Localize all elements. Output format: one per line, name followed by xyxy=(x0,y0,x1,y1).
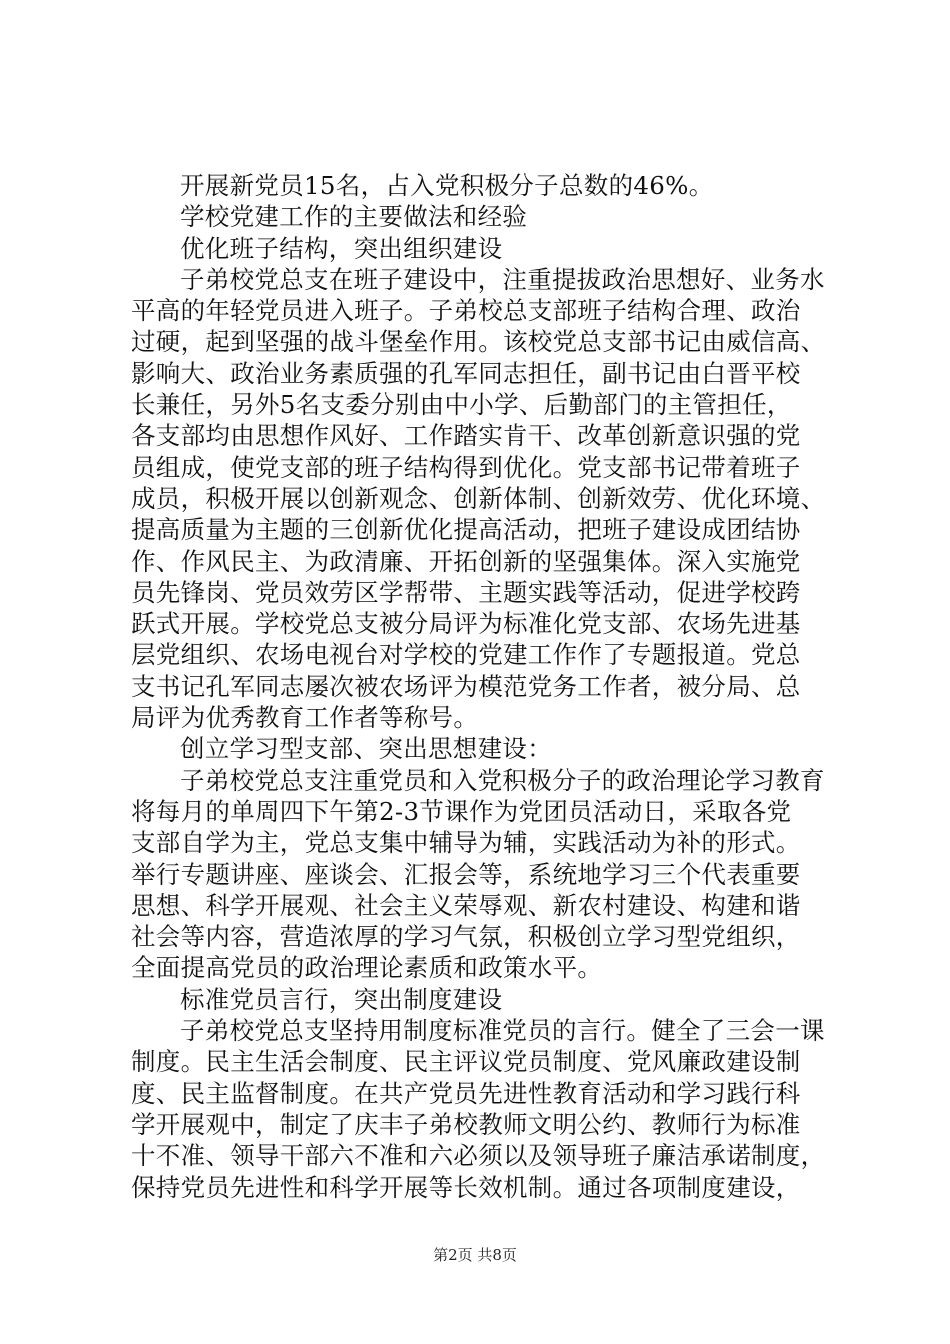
text-line: 作、作风民主、为政清廉、开拓创新的坚强集体。深入实施党 xyxy=(131,546,801,576)
text-line: 全面提高党员的政治理论素质和政策水平。 xyxy=(131,953,603,983)
text-line: 开展新党员15名，占入党积极分子总数的46%。 xyxy=(180,171,714,200)
text-line: 成员，积极开展以创新观念、创新体制、创新效劳、优化环境、 xyxy=(131,483,826,513)
body-text xyxy=(131,170,826,1203)
section-heading: 创立学习型支部、突出思想建设： xyxy=(180,734,552,764)
text-line: 提高质量为主题的三创新优化提高活动，把班子建设成团结协 xyxy=(131,515,801,545)
text-line: 员先锋岗、党员效劳区学帮带、主题实践等活动，促进学校跨 xyxy=(131,577,801,607)
text-line: 学开展观中，制定了庆丰子弟校教师文明公约、教师行为标准 xyxy=(131,1109,801,1139)
section-heading: 优化班子结构，突出组织建设 xyxy=(180,233,503,263)
text-line: 层党组织、农场电视台对学校的党建工作作了专题报道。党总 xyxy=(131,640,801,670)
text-line: 长兼任，另外5名支委分别由中小学、后勤部门的主管担任， xyxy=(131,390,792,420)
text-line: 子弟校党总支在班子建设中，注重提拔政治思想好、业务水 xyxy=(180,264,825,294)
text-line: 子弟校党总支注重党员和入党积极分子的政治理论学习教育 xyxy=(180,765,825,795)
text-line: 支书记孔军同志屡次被农场评为模范党务工作者，被分局、总 xyxy=(131,671,801,701)
text-line: 将每月的单周四下午第2-3节课作为党团员活动日，采取各党 xyxy=(131,796,792,826)
text-line: 度、民主监督制度。在共产党员先进性教育活动和学习践行科 xyxy=(131,1078,801,1108)
page-number: 第2页 共8页 xyxy=(433,1246,517,1264)
text-line: 平高的年轻党员进入班子。子弟校总支部班子结构合理、政治 xyxy=(131,296,801,326)
page-footer xyxy=(0,1244,950,1265)
text-line: 过硬，起到坚强的战斗堡垒作用。该校党总支部书记由威信高、 xyxy=(131,327,826,357)
text-line: 影响大、政治业务素质强的孔军同志担任，副书记由白晋平校 xyxy=(131,358,801,388)
text-line: 保持党员先进性和科学开展等长效机制。通过各项制度建设， xyxy=(131,1172,801,1202)
text-line: 局评为优秀教育工作者等称号。 xyxy=(131,703,479,733)
text-line: 员组成，使党支部的班子结构得到优化。党支部书记带着班子 xyxy=(131,452,801,482)
text-line: 各支部均由思想作风好、工作踏实肯干、改革创新意识强的党 xyxy=(131,421,801,451)
text-line: 子弟校党总支坚持用制度标准党员的言行。健全了三会一课 xyxy=(180,1016,825,1046)
text-line: 跃式开展。学校党总支被分局评为标准化党支部、农场先进基 xyxy=(131,609,801,639)
text-line: 思想、科学开展观、社会主义荣辱观、新农村建设、构建和谐 xyxy=(131,890,801,920)
text-line: 社会等内容，营造浓厚的学习气氛，积极创立学习型党组织， xyxy=(131,922,801,952)
text-line: 十不准、领导干部六不准和六必须以及领导班子廉洁承诺制度， xyxy=(131,1141,826,1171)
section-heading: 标准党员言行，突出制度建设 xyxy=(180,984,503,1014)
text-line: 制度。民主生活会制度、民主评议党员制度、党风廉政建设制 xyxy=(131,1047,801,1077)
section-heading: 学校党建工作的主要做法和经验 xyxy=(180,202,528,232)
text-line: 举行专题讲座、座谈会、汇报会等，系统地学习三个代表重要 xyxy=(131,859,801,889)
text-line: 支部自学为主，党总支集中辅导为辅，实践活动为补的形式。 xyxy=(131,828,801,858)
